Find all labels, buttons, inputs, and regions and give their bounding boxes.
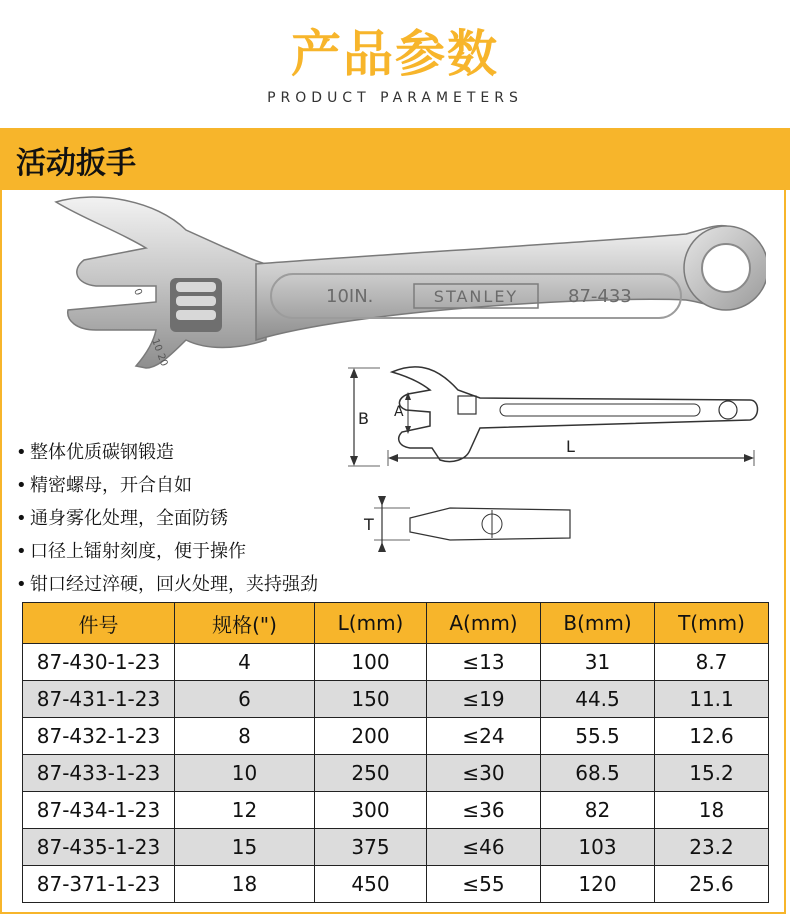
column-header: L(mm) <box>315 603 427 644</box>
table-cell: 82 <box>541 792 655 829</box>
bullet-icon: • <box>16 574 27 595</box>
table-cell: 18 <box>655 792 769 829</box>
table-cell: 450 <box>315 866 427 903</box>
feature-item: • 口径上镭射刻度，便于操作 <box>16 535 396 568</box>
table-cell: 150 <box>315 681 427 718</box>
table-row <box>23 829 769 866</box>
feature-item: • 精密螺母，开合自如 <box>16 469 396 502</box>
diagram-label-l: L <box>566 437 575 456</box>
diagram-label-a: A <box>394 404 404 420</box>
table-cell: 87-432-1-23 <box>23 718 175 755</box>
table-cell: 87-371-1-23 <box>23 866 175 903</box>
bullet-icon: • <box>16 475 27 496</box>
table-cell: 87-433-1-23 <box>23 755 175 792</box>
table-cell: ≤46 <box>427 829 541 866</box>
table-cell: ≤36 <box>427 792 541 829</box>
table-row <box>23 755 769 792</box>
table-cell: ≤24 <box>427 718 541 755</box>
table-cell: 18 <box>175 866 315 903</box>
table-cell: 103 <box>541 829 655 866</box>
table-row <box>23 792 769 829</box>
feature-item: • 通身雾化处理，全面防锈 <box>16 502 396 535</box>
column-header: T(mm) <box>655 603 769 644</box>
feature-item: • 钳口经过淬硬，回火处理，夹持强劲 <box>16 568 396 601</box>
column-header: A(mm) <box>427 603 541 644</box>
table-cell: 87-431-1-23 <box>23 681 175 718</box>
column-header: 件号 <box>23 603 175 644</box>
table-row <box>23 681 769 718</box>
wrench-model: 87-433 <box>568 286 632 307</box>
spec-table <box>22 602 769 903</box>
table-cell: 10 <box>175 755 315 792</box>
table-cell: 31 <box>541 644 655 681</box>
table-cell: 87-434-1-23 <box>23 792 175 829</box>
header <box>0 0 790 122</box>
diagram-label-b: B <box>358 409 369 428</box>
table-row <box>23 866 769 903</box>
table-cell: 6 <box>175 681 315 718</box>
bullet-icon: • <box>16 508 27 529</box>
wrench-size-mark: 10IN. <box>326 286 374 307</box>
table-header-row <box>23 603 769 644</box>
wrench-brand: STANLEY <box>433 287 519 306</box>
column-header: B(mm) <box>541 603 655 644</box>
table-cell: ≤55 <box>427 866 541 903</box>
feature-item: • 整体优质碳钢锻造 <box>16 436 396 469</box>
table-cell: ≤19 <box>427 681 541 718</box>
table-cell: 100 <box>315 644 427 681</box>
category-bar <box>0 128 790 190</box>
table-cell: ≤30 <box>427 755 541 792</box>
table-cell: ≤13 <box>427 644 541 681</box>
table-cell: 120 <box>541 866 655 903</box>
table-cell: 23.2 <box>655 829 769 866</box>
table-cell: 87-435-1-23 <box>23 829 175 866</box>
feature-list <box>16 436 396 601</box>
page-title: 产品参数 <box>291 25 499 83</box>
svg-text:0: 0 <box>131 287 144 298</box>
table-row <box>23 718 769 755</box>
table-cell: 25.6 <box>655 866 769 903</box>
table-cell: 12 <box>175 792 315 829</box>
table-cell: 250 <box>315 755 427 792</box>
table-cell: 55.5 <box>541 718 655 755</box>
table-row <box>23 644 769 681</box>
dimension-diagram <box>340 360 760 560</box>
wrench-photo <box>36 190 766 380</box>
table-cell: 11.1 <box>655 681 769 718</box>
table-cell: 44.5 <box>541 681 655 718</box>
category-label: 活动扳手 <box>16 146 136 181</box>
table-cell: 87-430-1-23 <box>23 644 175 681</box>
table-cell: 200 <box>315 718 427 755</box>
page-subtitle: PRODUCT PARAMETERS <box>267 90 523 106</box>
table-cell: 375 <box>315 829 427 866</box>
bullet-icon: • <box>16 442 27 463</box>
diagram-label-t: T <box>364 515 374 534</box>
table-cell: 68.5 <box>541 755 655 792</box>
table-cell: 8 <box>175 718 315 755</box>
table-cell: 12.6 <box>655 718 769 755</box>
table-cell: 15.2 <box>655 755 769 792</box>
table-cell: 4 <box>175 644 315 681</box>
table-cell: 300 <box>315 792 427 829</box>
table-cell: 15 <box>175 829 315 866</box>
table-cell: 8.7 <box>655 644 769 681</box>
bullet-icon: • <box>16 541 27 562</box>
column-header: 规格(") <box>175 603 315 644</box>
svg-text:10 20: 10 20 <box>149 337 170 368</box>
